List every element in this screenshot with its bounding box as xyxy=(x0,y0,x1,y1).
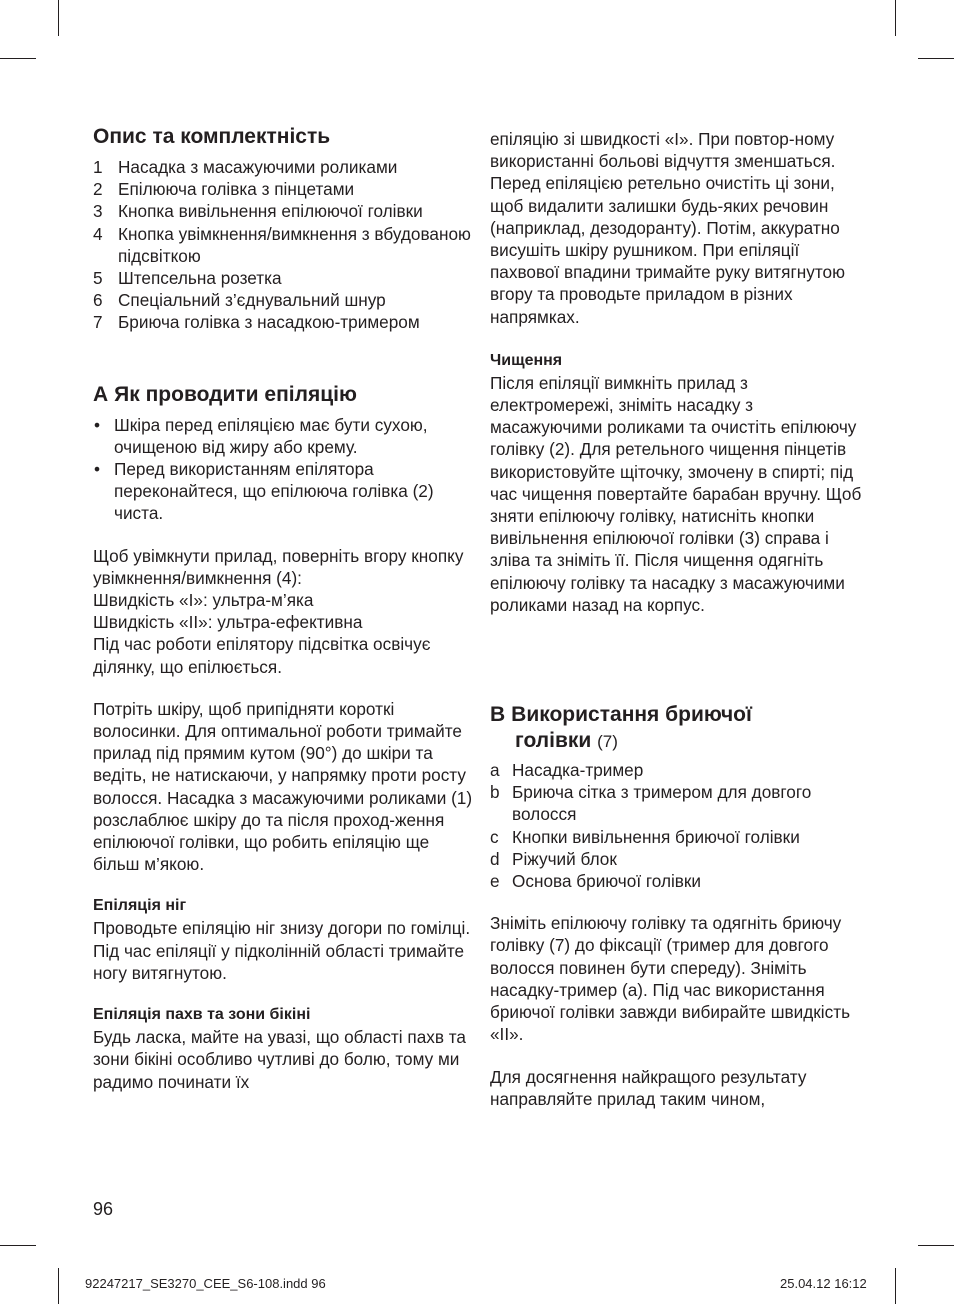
left-column xyxy=(93,124,473,1093)
shaver-parts-list xyxy=(490,759,870,892)
section-heading-b: B Використання бриючої голівки (7) xyxy=(490,703,752,753)
print-slug-date: 25.04.12 16:12 xyxy=(780,1276,867,1291)
print-slug-file: 92247217_SE3270_CEE_S6-108.indd 96 xyxy=(85,1276,326,1291)
list-item: • Шкіра перед епіляцією має бути сухою, очищеною від жиру або крему. xyxy=(94,414,428,457)
list-item: e Основа бриючої голівки xyxy=(490,871,702,892)
section-heading-description: Опис та комплектність xyxy=(93,125,331,148)
list-item: d Ріжучий блок xyxy=(490,848,617,869)
page-number: 96 xyxy=(93,1199,114,1219)
crop-mark xyxy=(895,0,896,36)
bullet-list xyxy=(93,414,473,525)
list-item: b Бриюча сітка з тримером для довгого волосся xyxy=(490,782,812,825)
paragraph: Після епіляції вимкніть прилад з електромережі, зніміть насадку з масажуючими роликами та очистіть епілюючу голівку (2). Для ретельного чищення пінцетів використовуйте щіточку, змочену в спирті; під час чищення повертайте барабан вручну. Щоб зняти епілюючу голівку, натисніть кнопки вивільнення епілюючої голівки (3) справа і зліва та зніміть її. Після чищення одягніть епілюючу голівку та насадку з масажуючими роликами назад на корпус. xyxy=(490,372,862,615)
subheading-underarm: Епіляція пахв та зони бікіні xyxy=(93,1006,311,1024)
subheading-legs: Епіляція ніг xyxy=(93,897,187,915)
paragraph: Потріть шкіру, щоб припідняти короткі волосинки. Для оптимальної роботи тримайте прилад під прямим кутом (90°) до шкіри та ведіть, не натискаючи, у напрямку проти росту волосся. Насадка з масажуючими роликами (1) розслаблює шкіру до та після проход-ження епілюючої голівки, що робить епіляцію ще більш м’якою. xyxy=(93,698,473,875)
crop-mark xyxy=(0,58,36,59)
paragraph: Для досягнення найкращого результату направляйте прилад таким чином, xyxy=(490,1066,807,1109)
crop-mark xyxy=(895,1268,896,1304)
crop-mark xyxy=(58,0,59,36)
list-item: 2 Епілююча голівка з пінцетами xyxy=(93,179,355,200)
list-item: 7 Бриюча голівка з насадкою-тримером xyxy=(93,312,420,333)
list-item: c Кнопки вивільнення бриючої голівки xyxy=(490,826,800,847)
paragraph: Щоб увімкнути прилад, поверніть вгору кнопку увімкнення/вимкнення (4): xyxy=(93,545,464,588)
list-item: 3 Кнопка вивільнення епілюючої голівки xyxy=(93,201,423,222)
list-item: 4 Кнопка увімкнення/вимкнення з вбудованою підсвіткою xyxy=(93,223,471,266)
paragraph: Зніміть епілюючу голівку та одягніть бриючу голівку (7) до фіксації (тример для довгого волосся повинен бути спереду). Зніміть насадку-тример (a). Під час використання бриючої голівки завжди вибирайте швидкість «II». xyxy=(490,913,851,1045)
subheading-cleaning: Чищення xyxy=(490,351,563,369)
crop-mark xyxy=(918,1245,954,1246)
list-item: • Перед використанням епілятора переконайтеся, що епілююча голівка (2) чиста. xyxy=(94,459,434,524)
paragraph: Швидкість «I»: ультра-м’яка xyxy=(93,590,314,611)
paragraph: Проводьте епіляцію ніг знизу догори по гомілці. Під час епіляції у підколінній області тримайте ногу витягнутою. xyxy=(93,918,471,983)
list-item: 6 Спеціальний з’єднувальний шнур xyxy=(93,290,386,311)
paragraph: Будь ласка, майте на увазі, що області пахв та зони бікіні особливо чутливі до болю, тому ми радимо починати їх xyxy=(93,1027,466,1092)
crop-mark xyxy=(918,58,954,59)
paragraph: Швидкість «II»: ультра-ефективна xyxy=(93,612,363,633)
list-item: 5 Штепсельна розетка xyxy=(93,268,282,289)
right-column xyxy=(490,128,870,1110)
crop-mark xyxy=(0,1245,36,1246)
paragraph: епіляцію зі швидкості «I». При повтор-ному використанні больові відчуття зменшаться. xyxy=(490,129,836,172)
parts-list xyxy=(93,156,473,334)
crop-mark xyxy=(58,1268,59,1304)
list-item: 1 Насадка з масажуючими роликами xyxy=(93,157,398,177)
list-item: a Насадка-тример xyxy=(490,760,644,781)
section-heading-a: A Як проводити епіляцію xyxy=(93,382,357,406)
paragraph: Під час роботи епілятору підсвітка освічує ділянку, що епілюється. xyxy=(93,634,431,677)
paragraph: Перед епіляцією ретельно очистіть ці зони, щоб видалити залишки будь-яких речовин (наприклад, дезодоранту). Потім, аккуратно висушіть шкіру рушником. При епіляції пахвової впадини тримайте руку витягнутою вгору та проводьте приладом в різних напрямках. xyxy=(490,173,845,327)
